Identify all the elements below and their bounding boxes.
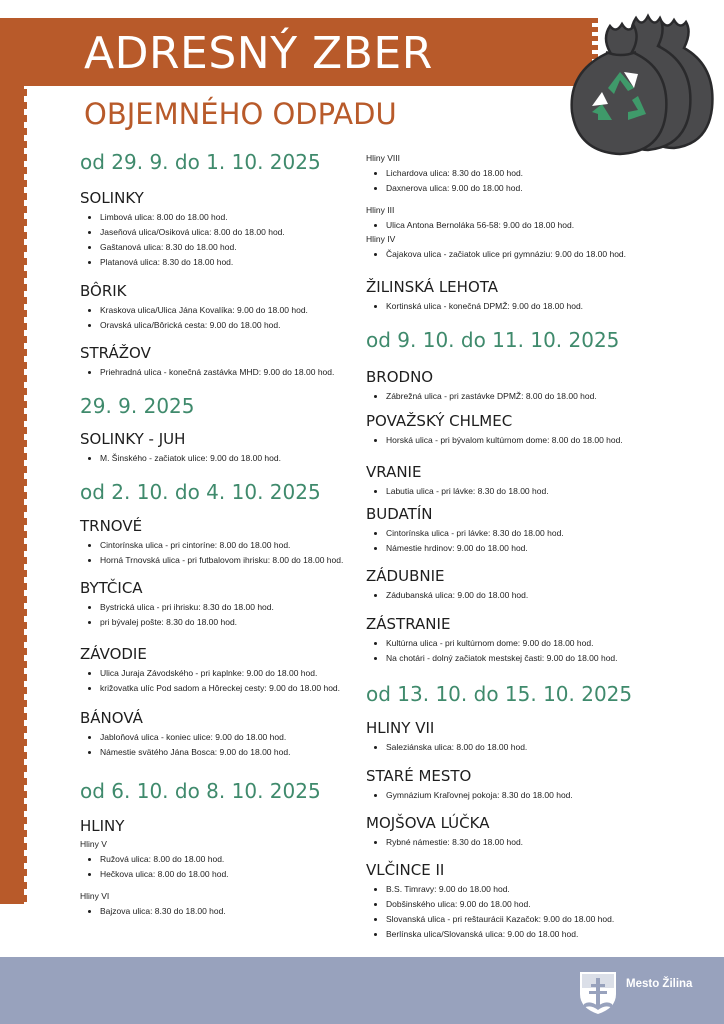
address-item: • Jaseňová ulica/Osiková ulica: 8.00 do 18.00 hod. <box>100 225 362 240</box>
address-item: • Na chotári - dolný začiatok mestskej časti: 9.00 do 18.00 hod. <box>386 651 716 666</box>
location-vranie <box>366 462 716 499</box>
address-list <box>366 788 716 803</box>
address-item: • Zádubanská ulica: 9.00 do 18.00 hod. <box>386 588 716 603</box>
location-zavodie <box>80 644 362 696</box>
location-bytcica <box>80 578 362 630</box>
location-name: HLINY <box>80 817 125 835</box>
period-block <box>80 149 362 175</box>
address-item: • Zábrežná ulica - pri zastávke DPMŽ: 8.00 do 18.00 hod. <box>386 389 716 404</box>
address-list <box>366 218 716 233</box>
address-item: • križovatka ulíc Pod sadom a Hôreckej cesty: 9.00 do 18.00 hod. <box>100 681 362 696</box>
address-item: • Jabloňová ulica - koniec ulice: 9.00 do 18.00 hod. <box>100 730 362 745</box>
address-item: • Cintorínska ulica - pri lávke: 8.30 do 18.00 hod. <box>386 526 716 541</box>
address-list <box>80 210 362 270</box>
sub-district-label: Hliny VI <box>80 891 110 901</box>
address-item: • Bajzova ulica: 8.30 do 18.00 hod. <box>100 904 362 919</box>
period-block <box>80 778 362 804</box>
address-item: • Gaštanová ulica: 8.30 do 18.00 hod. <box>100 240 362 255</box>
location-name: VLČINCE II <box>366 861 445 879</box>
location-name: STRÁŽOV <box>80 344 151 362</box>
address-list <box>80 730 362 760</box>
location-solinky <box>80 188 362 270</box>
period-block <box>80 479 362 505</box>
location-strazov <box>80 343 362 380</box>
address-item: • Daxnerova ulica: 9.00 do 18.00 hod. <box>386 181 716 196</box>
garbage-bags-recycle-icon <box>562 8 718 158</box>
address-item: • Bystrická ulica - pri ihrisku: 8.30 do 18.00 hod. <box>100 600 362 615</box>
sub-district-label: Hliny VIII <box>366 153 401 163</box>
location-name: SOLINKY <box>80 189 144 207</box>
address-item: • Gymnázium Kraľovnej pokoja: 8.30 do 18.00 hod. <box>386 788 716 803</box>
address-list <box>366 389 716 404</box>
address-list <box>80 904 362 919</box>
period-heading: od 2. 10. do 4. 10. 2025 <box>80 480 321 504</box>
location-zadubnie <box>366 566 716 603</box>
address-list <box>366 636 716 666</box>
location-mojsova-lucka <box>366 813 716 850</box>
page-title: ADRESNÝ ZBER <box>84 28 433 79</box>
location-name: BUDATÍN <box>366 505 433 523</box>
period-heading: od 6. 10. do 8. 10. 2025 <box>80 779 321 803</box>
address-item: • Saleziánska ulica: 8.00 do 18.00 hod. <box>386 740 716 755</box>
decorative-brush-stripe <box>0 24 24 904</box>
location-name: ZÁSTRANIE <box>366 615 451 633</box>
sub-district-label: Hliny V <box>80 839 107 849</box>
address-item: • pri bývalej pošte: 8.30 do 18.00 hod. <box>100 615 362 630</box>
location-name: MOJŠOVA LÚČKA <box>366 814 490 832</box>
address-list <box>366 484 716 499</box>
location-name: POVAŽSKÝ CHLMEC <box>366 412 513 430</box>
sub-district-label: Hliny IV <box>366 234 396 244</box>
address-item: • Ulica Antona Bernoláka 56-58: 9.00 do 18.00 hod. <box>386 218 716 233</box>
address-item: • Slovanská ulica - pri reštaurácii Kazačok: 9.00 do 18.00 hod. <box>386 912 716 927</box>
city-name: Mesto Žilina <box>626 978 693 990</box>
address-list <box>366 299 716 314</box>
address-item: • Limbová ulica: 8.00 do 18.00 hod. <box>100 210 362 225</box>
location-budatin <box>366 504 716 556</box>
address-list <box>366 433 716 448</box>
address-list <box>80 666 362 696</box>
address-item: • Hečkova ulica: 8.00 do 18.00 hod. <box>100 867 362 882</box>
location-name: BÔRIK <box>80 282 127 300</box>
period-heading: od 29. 9. do 1. 10. 2025 <box>80 150 321 174</box>
location-name: ZÁVODIE <box>80 645 147 663</box>
address-item: • Námestie svätého Jána Bosca: 9.00 do 18.00 hod. <box>100 745 362 760</box>
address-item: • Cintorínska ulica - pri cintoríne: 8.00 do 18.00 hod. <box>100 538 362 553</box>
location-name: BYTČICA <box>80 579 143 597</box>
address-list <box>80 451 362 466</box>
location-name: BÁNOVÁ <box>80 709 143 727</box>
sub-district-label: Hliny III <box>366 205 395 215</box>
location-name: HLINY VII <box>366 719 435 737</box>
period-heading: od 13. 10. do 15. 10. 2025 <box>366 682 633 706</box>
city-crest-icon <box>578 970 618 1016</box>
address-list <box>366 526 716 556</box>
location-name: ŽILINSKÁ LEHOTA <box>366 278 499 296</box>
location-name: SOLINKY - JUH <box>80 430 186 448</box>
address-item: • Námestie hrdinov: 9.00 do 18.00 hod. <box>386 541 716 556</box>
location-trnove <box>80 516 362 568</box>
page-subtitle: OBJEMNÉHO ODPADU <box>84 97 397 131</box>
address-item: • Kraskova ulica/Ulica Jána Kovalíka: 9.00 do 18.00 hod. <box>100 303 362 318</box>
address-list <box>80 538 362 568</box>
address-item: • Lichardova ulica: 8.30 do 18.00 hod. <box>386 166 716 181</box>
address-item: • Oravská ulica/Bôrická cesta: 9.00 do 18.00 hod. <box>100 318 362 333</box>
period-heading: 29. 9. 2025 <box>80 394 195 418</box>
address-item: • Labutia ulica - pri lávke: 8.30 do 18.00 hod. <box>386 484 716 499</box>
location-banova <box>80 708 362 760</box>
location-brodno <box>366 367 716 404</box>
address-item: • M. Šinského - začiatok ulice: 9.00 do 18.00 hod. <box>100 451 362 466</box>
address-item: • Ružová ulica: 8.00 do 18.00 hod. <box>100 852 362 867</box>
address-item: • Horná Trnovská ulica - pri futbalovom ihrisku: 8.00 do 18.00 hod. <box>100 553 362 568</box>
location-name: STARÉ MESTO <box>366 767 472 785</box>
location-name: VRANIE <box>366 463 422 481</box>
location-borik <box>80 281 362 333</box>
location-name: TRNOVÉ <box>80 517 143 535</box>
address-list <box>80 600 362 630</box>
location-hliny <box>80 816 362 919</box>
location-hliny-cont <box>366 150 716 262</box>
period-block <box>366 681 716 707</box>
address-list <box>80 365 362 380</box>
location-name: BRODNO <box>366 368 434 386</box>
address-list <box>366 882 716 942</box>
address-list <box>366 247 716 262</box>
address-item: • Priehradná ulica - konečná zastávka MHD: 9.00 do 18.00 hod. <box>100 365 362 380</box>
address-list <box>80 852 362 882</box>
address-item: • Kortinská ulica - konečná DPMŽ: 9.00 do 18.00 hod. <box>386 299 716 314</box>
period-block <box>80 393 362 419</box>
location-stare-mesto <box>366 766 716 803</box>
period-heading: od 9. 10. do 11. 10. 2025 <box>366 328 620 352</box>
address-item: • Kultúrna ulica - pri kultúrnom dome: 9.00 do 18.00 hod. <box>386 636 716 651</box>
address-item: • B.S. Timravy: 9.00 do 18.00 hod. <box>386 882 716 897</box>
location-name: ZÁDUBNIE <box>366 567 445 585</box>
address-list <box>366 166 716 196</box>
address-list <box>80 303 362 333</box>
location-povazsky-chlmec <box>366 411 716 448</box>
location-zastranie <box>366 614 716 666</box>
address-item: • Čajakova ulica - začiatok ulice pri gymnáziu: 9.00 do 18.00 hod. <box>386 247 716 262</box>
address-list <box>366 740 716 755</box>
address-item: • Platanová ulica: 8.30 do 18.00 hod. <box>100 255 362 270</box>
location-vlcince-ii <box>366 860 716 942</box>
period-block <box>366 327 716 353</box>
address-item: • Berlínska ulica/Slovanská ulica: 9.00 do 18.00 hod. <box>386 927 716 942</box>
address-item: • Dobšinského ulica: 9.00 do 18.00 hod. <box>386 897 716 912</box>
address-item: • Horská ulica - pri bývalom kultúrnom dome: 8.00 do 18.00 hod. <box>386 433 716 448</box>
location-zilinska-lehota <box>366 277 716 314</box>
location-hliny-vii <box>366 718 716 755</box>
address-list <box>366 835 716 850</box>
address-item: • Rybné námestie: 8.30 do 18.00 hod. <box>386 835 716 850</box>
address-list <box>366 588 716 603</box>
address-item: • Ulica Juraja Závodského - pri kaplnke: 9.00 do 18.00 hod. <box>100 666 362 681</box>
location-solinky-juh <box>80 429 362 466</box>
